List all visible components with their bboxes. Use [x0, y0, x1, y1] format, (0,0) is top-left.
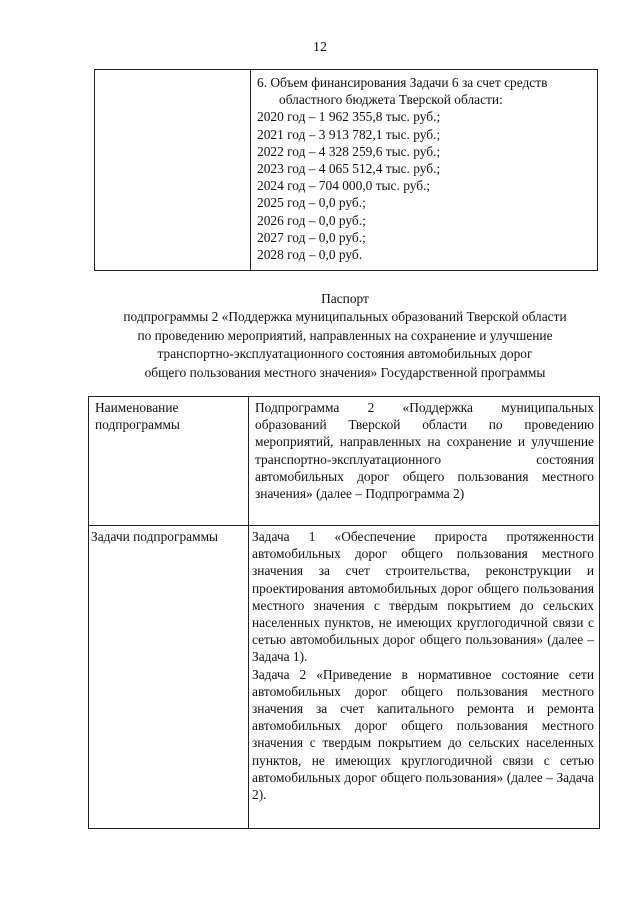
table-row [89, 397, 600, 526]
row-label: Наименование подпрограммы [89, 397, 249, 526]
passport-heading-line: по проведению мероприятий, направленных на сохранение и улучшение [137, 327, 553, 343]
task-2-text: Задача 2 «Приведение в нормативное состояние сети автомобильных дорог общего пользования местного значения за счет капитального ремонта и ремонта автомобильных дорог общего пользования местного значения с твердым покрытием до сельских населенных пунктов, не имеющих круглогодичной связи с сетью автомобильных дорог общего пользования» (далее – Задача 2). [252, 666, 594, 803]
passport-heading-line: транспортно-эксплуатационного состояния автомобильных дорог [157, 346, 533, 362]
row-label: Задачи подпрограммы [89, 526, 249, 829]
passport-heading [60, 290, 630, 382]
passport-heading-title: Паспорт [321, 291, 369, 306]
financing-table [94, 69, 598, 271]
financing-year-line: 2026 год – 0,0 руб.; [257, 212, 366, 228]
financing-year-line: 2024 год – 704 000,0 тыс. руб.; [257, 178, 431, 194]
task-1-text: Задача 1 «Обеспечение прироста протяженности автомобильных дорог общего пользования местного значения за счет строительства, реконструкции и проектирования автомобильных дорог общего пользования местного значения с твердым покрытием до сельских населенных пунктов, не имеющих круглогодичной связи с сетью автомобильных дорог общего пользования» (далее – Задача 1). [252, 529, 594, 665]
passport-heading-line: общего пользования местного значения» Государственной программы [144, 364, 546, 380]
table-row [89, 526, 600, 829]
financing-title: 6. Объем финансирования Задачи 6 за счет средств [257, 75, 548, 90]
financing-year-line: 2025 год – 0,0 руб.; [257, 195, 366, 211]
page-number: 12 [313, 40, 327, 55]
financing-title-continued: областного бюджета Тверской области: [279, 92, 503, 108]
financing-year-line: 2021 год – 3 913 782,1 тыс. руб.; [257, 126, 441, 142]
financing-table-content-cell [251, 70, 598, 271]
financing-year-line: 2027 год – 0,0 руб.; [257, 229, 366, 245]
financing-year-line: 2022 год – 4 328 259,6 тыс. руб.; [257, 143, 441, 159]
financing-year-line: 2020 год – 1 962 355,8 тыс. руб.; [257, 109, 441, 125]
row-value: Подпрограмма 2 «Поддержка муниципальных образований Тверской области по проведению мероприятий, направленных на сохранение и улучшение транспортно-эксплуатационного состояния автомобильных дорог общего пользования местного значения» (далее – Подпрограмма 2) [249, 397, 600, 526]
passport-heading-line: подпрограммы 2 «Поддержка муниципальных образований Тверской области [123, 309, 567, 325]
financing-year-line: 2028 год – 0,0 руб. [257, 247, 363, 263]
row-value [249, 526, 600, 829]
passport-table [88, 396, 600, 829]
financing-table-empty-cell [95, 70, 251, 271]
financing-year-line: 2023 год – 4 065 512,4 тыс. руб.; [257, 161, 441, 177]
